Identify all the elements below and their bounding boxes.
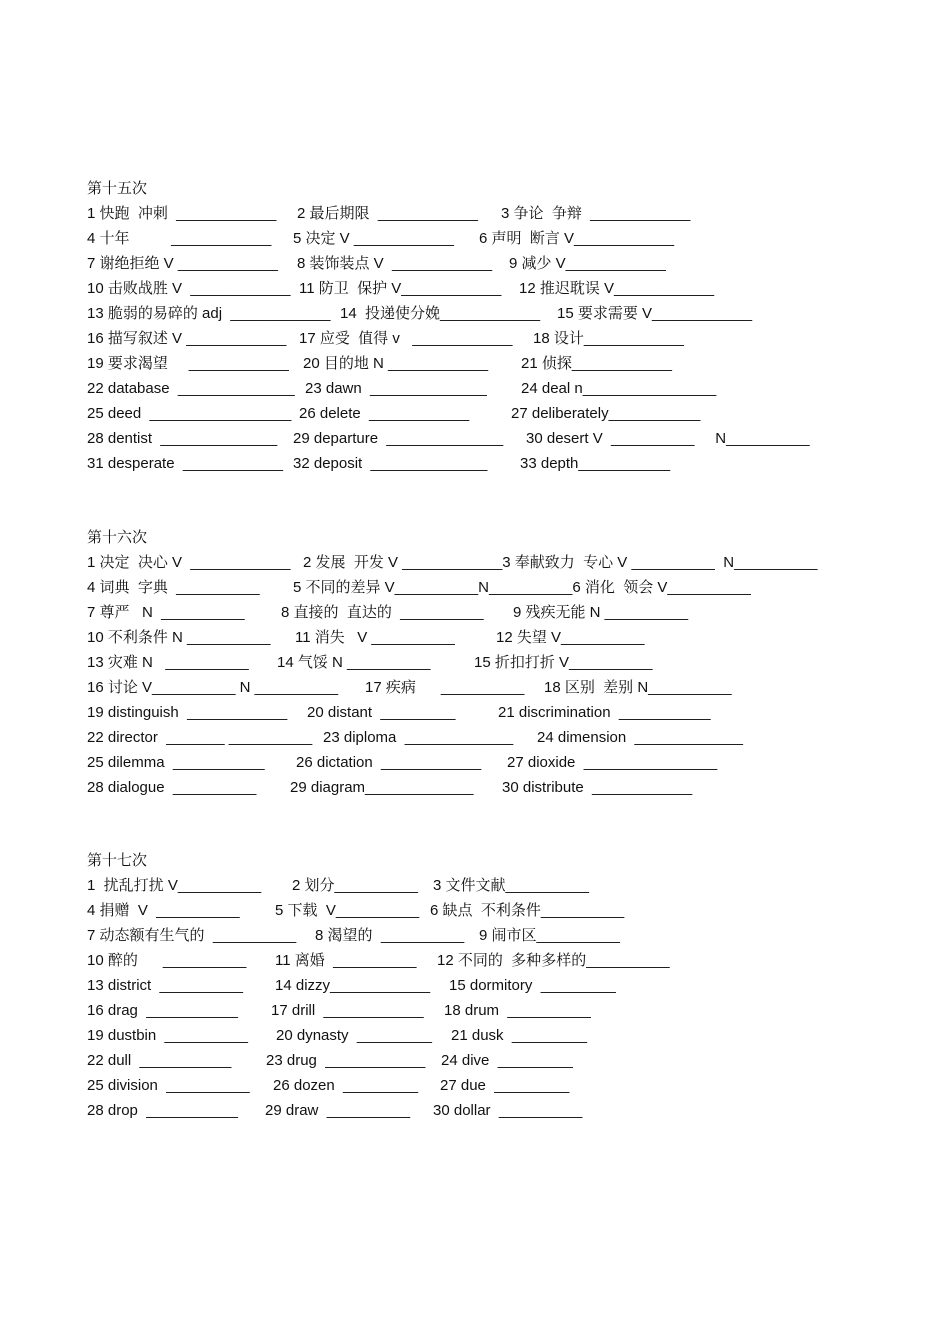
vocab-item: 29 departure ______________ — [293, 430, 504, 447]
vocab-item: 3 争论 争辩 ____________ — [501, 205, 691, 222]
exercise-row — [87, 750, 927, 775]
vocab-item: 32 deposit ______________ — [293, 455, 488, 472]
vocab-item: 23 diploma _____________ — [323, 729, 514, 746]
exercise-row — [87, 948, 927, 973]
exercise-section-2 — [87, 525, 927, 800]
vocab-item: 25 dilemma ___________ — [87, 754, 265, 771]
exercise-row — [87, 251, 927, 276]
vocab-item: 7 谢绝拒绝 V ____________ — [87, 255, 278, 272]
vocab-item: 12 失望 V__________ — [496, 629, 645, 646]
vocab-item: 9 闹市区__________ — [479, 927, 620, 944]
vocab-item: 27 dioxide ________________ — [507, 754, 718, 771]
exercise-row — [87, 226, 927, 251]
vocab-item: 6 缺点 不利条件__________ — [430, 902, 625, 919]
vocab-item: 11 离婚 __________ — [275, 952, 417, 969]
vocab-item: 25 deed _________________ — [87, 405, 292, 422]
exercise-row — [87, 326, 927, 351]
vocab-item: 13 灾难 N __________ — [87, 654, 249, 671]
vocab-item: 8 装饰装点 V ____________ — [297, 255, 493, 272]
vocab-item: 6 声明 断言 V____________ — [479, 230, 675, 247]
vocab-item: 13 脆弱的易碎的 adj ____________ — [87, 305, 331, 322]
exercise-row — [87, 1098, 927, 1123]
vocab-item: 14 投递使分娩____________ — [340, 305, 541, 322]
section-title: 第十六次 — [87, 529, 148, 546]
vocab-item: 14 气馁 N __________ — [277, 654, 431, 671]
vocab-item: 28 drop ___________ — [87, 1102, 238, 1119]
exercise-row — [87, 898, 927, 923]
vocab-item: 21 dusk _________ — [451, 1027, 587, 1044]
exercise-row — [87, 575, 927, 600]
vocab-item: 33 depth___________ — [520, 455, 671, 472]
vocab-item: 28 dialogue __________ — [87, 779, 257, 796]
vocab-item: 22 dull ___________ — [87, 1052, 232, 1069]
exercise-row — [87, 301, 927, 326]
exercise-row — [87, 426, 927, 451]
vocab-item: 15 要求需要 V____________ — [557, 305, 753, 322]
vocab-item: 19 dustbin __________ — [87, 1027, 248, 1044]
vocab-item: 16 drag ___________ — [87, 1002, 238, 1019]
vocab-item: 21 侦探____________ — [521, 355, 672, 372]
exercise-row — [87, 775, 927, 800]
vocab-item: 9 减少 V____________ — [509, 255, 666, 272]
vocab-item: 17 drill ____________ — [271, 1002, 424, 1019]
exercise-row — [87, 600, 927, 625]
vocab-item: 11 防卫 保护 V____________ — [299, 280, 502, 297]
vocab-item: 20 目的地 N ____________ — [303, 355, 489, 372]
exercise-row — [87, 998, 927, 1023]
vocab-item: 24 deal n________________ — [521, 380, 717, 397]
vocab-item: 2 发展 开发 V ____________3 奉献致力 专心 V __________ N__________ — [303, 554, 818, 571]
vocab-item: 19 要求渴望 ____________ — [87, 355, 289, 372]
vocab-item: 25 division __________ — [87, 1077, 250, 1094]
vocab-item: 23 dawn ______________ — [305, 380, 487, 397]
exercise-row — [87, 401, 927, 426]
exercise-row — [87, 201, 927, 226]
vocab-item: 27 deliberately___________ — [511, 405, 701, 422]
vocab-item: 1 决定 决心 V ____________ — [87, 554, 291, 571]
exercise-section-1 — [87, 176, 927, 476]
vocab-item: 16 讨论 V__________ N __________ — [87, 679, 339, 696]
exercise-row — [87, 625, 927, 650]
vocab-item: 16 描写叙述 V ____________ — [87, 330, 287, 347]
exercise-row — [87, 451, 927, 476]
exercise-row — [87, 550, 927, 575]
vocab-item: 27 due _________ — [440, 1077, 570, 1094]
exercise-row — [87, 700, 927, 725]
vocab-item: 17 疾病 __________ — [365, 679, 525, 696]
vocab-item: 5 不同的差异 V__________N__________6 消化 领会 V__________ — [293, 579, 751, 596]
vocab-item: 4 捐赠 V __________ — [87, 902, 240, 919]
vocab-item: 12 推迟耽误 V____________ — [519, 280, 715, 297]
vocab-item: 1 快跑 冲刺 ____________ — [87, 205, 277, 222]
exercise-row — [87, 675, 927, 700]
vocab-item: 23 drug ____________ — [266, 1052, 426, 1069]
vocab-item: 22 director _______ __________ — [87, 729, 313, 746]
vocab-item: 28 dentist ______________ — [87, 430, 278, 447]
vocab-item: 7 动态额有生气的 __________ — [87, 927, 297, 944]
vocab-item: 26 dozen _________ — [273, 1077, 419, 1094]
vocab-item: 19 distinguish ____________ — [87, 704, 288, 721]
vocab-item: 26 delete ____________ — [299, 405, 470, 422]
vocab-item: 10 不利条件 N __________ — [87, 629, 271, 646]
vocab-item: 18 drum __________ — [444, 1002, 591, 1019]
vocab-item: 4 词典 字典 __________ — [87, 579, 260, 596]
vocab-item: 30 dollar __________ — [433, 1102, 583, 1119]
exercise-row — [87, 973, 927, 998]
exercise-row — [87, 1073, 927, 1098]
vocab-item: 24 dive _________ — [441, 1052, 573, 1069]
vocab-item: 31 desperate ____________ — [87, 455, 284, 472]
exercise-row — [87, 725, 927, 750]
section-title: 第十五次 — [87, 180, 148, 197]
vocab-item: 14 dizzy____________ — [275, 977, 431, 994]
exercise-row — [87, 351, 927, 376]
exercise-row — [87, 873, 927, 898]
vocab-item: 5 决定 V ____________ — [293, 230, 454, 247]
vocab-item: 21 discrimination ___________ — [498, 704, 711, 721]
vocab-item: 2 划分__________ — [292, 877, 418, 894]
vocab-item: 4 十年 ____________ — [87, 230, 272, 247]
vocab-item: 24 dimension _____________ — [537, 729, 744, 746]
vocab-item: 18 区别 差别 N__________ — [544, 679, 732, 696]
vocab-item: 8 直接的 直达的 __________ — [281, 604, 484, 621]
vocab-item: 3 文件文献__________ — [433, 877, 589, 894]
vocab-item: 17 应受 值得 v ____________ — [299, 330, 513, 347]
vocab-item: 29 diagram_____________ — [290, 779, 474, 796]
vocab-item: 20 distant _________ — [307, 704, 456, 721]
exercise-row — [87, 376, 927, 401]
vocab-item: 13 district __________ — [87, 977, 243, 994]
vocab-item: 10 醉的 __________ — [87, 952, 247, 969]
exercise-row — [87, 276, 927, 301]
vocab-item: 18 设计____________ — [533, 330, 684, 347]
vocab-item: 30 distribute ____________ — [502, 779, 693, 796]
vocab-item: 9 残疾无能 N __________ — [513, 604, 689, 621]
exercise-row — [87, 1048, 927, 1073]
vocab-item: 8 渴望的 __________ — [315, 927, 465, 944]
vocab-item: 22 database ______________ — [87, 380, 295, 397]
vocab-item: 30 desert V __________ N__________ — [526, 430, 810, 447]
exercise-section-3 — [87, 848, 927, 1123]
exercise-row — [87, 650, 927, 675]
vocab-item: 15 dormitory _________ — [449, 977, 616, 994]
vocab-item: 11 消失 V __________ — [295, 629, 455, 646]
vocab-item: 29 draw __________ — [265, 1102, 411, 1119]
vocab-item: 20 dynasty _________ — [276, 1027, 432, 1044]
vocab-item: 15 折扣打折 V__________ — [474, 654, 653, 671]
vocab-item: 26 dictation ____________ — [296, 754, 482, 771]
exercise-row — [87, 1023, 927, 1048]
vocab-item: 7 尊严 N __________ — [87, 604, 245, 621]
vocab-item: 12 不同的 多种多样的__________ — [437, 952, 670, 969]
vocab-item: 2 最后期限 ____________ — [297, 205, 478, 222]
vocab-item: 1 扰乱打扰 V__________ — [87, 877, 262, 894]
vocab-item: 5 下载 V__________ — [275, 902, 420, 919]
section-title: 第十七次 — [87, 852, 148, 869]
vocab-item: 10 击败战胜 V ____________ — [87, 280, 291, 297]
exercise-row — [87, 923, 927, 948]
